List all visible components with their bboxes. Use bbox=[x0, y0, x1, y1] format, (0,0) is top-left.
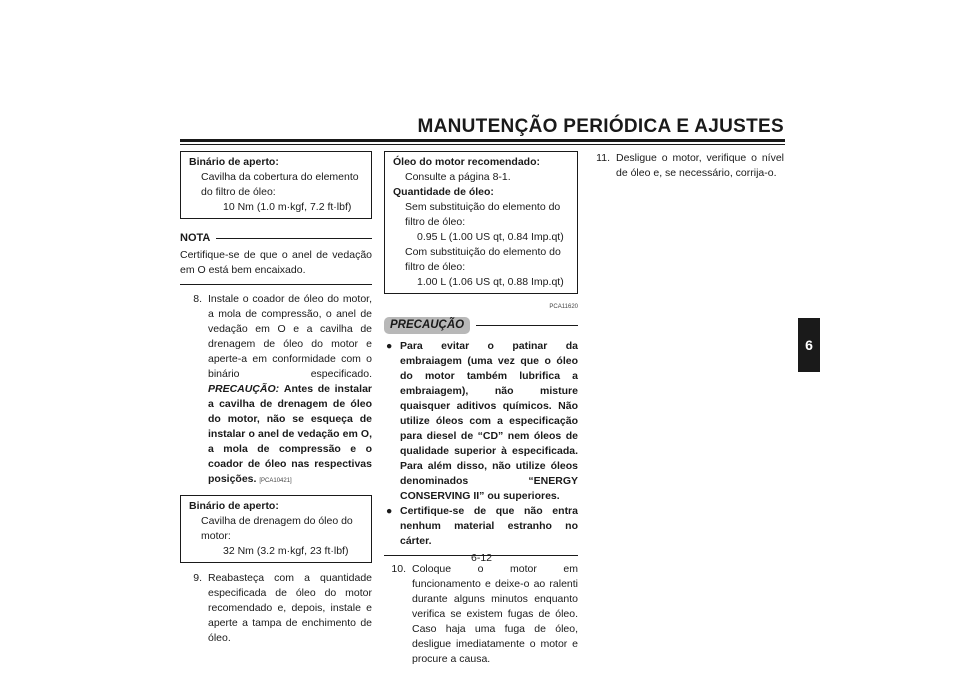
step-text: Coloque o motor em funcionamento e deixe-o ao ralenti durante alguns minutos enquanto verifica se existem fugas de óleo. Caso haja uma fuga de óleo, desligue imediatamente o motor e procure a causa. bbox=[412, 563, 578, 665]
torque-box-value: 32 Nm (3.2 m·kgf, 23 ft·lbf) bbox=[223, 545, 349, 557]
step-11 bbox=[588, 151, 784, 181]
middle-column bbox=[384, 151, 578, 667]
page-number: 6-12 bbox=[471, 552, 493, 564]
oil-spec-title: Óleo do motor recomendado: bbox=[393, 156, 541, 168]
caution-bullet-text: Para evitar o patinar da embraiagem (uma vez que o óleo do motor também lubrifica a embraiagem), não misture quaisquer aditivos químicos. Não utilize óleos com a especificação para diesel de “CD” nem óleos de qualidade superior à especificada. Para além disso, não utilize óleos denominados “ENERGY CONSERVING II” ou superiores. bbox=[400, 340, 578, 502]
chapter-tab: 6 bbox=[798, 318, 820, 372]
caution-code: PCA11620 bbox=[549, 304, 578, 310]
right-column bbox=[588, 151, 784, 181]
oil-quantity-without-label: Sem substituição do elemento do filtro de óleo: bbox=[405, 201, 561, 228]
caution-block bbox=[384, 300, 578, 556]
step-10 bbox=[384, 562, 578, 667]
caution-label: PRECAUÇÃO bbox=[384, 317, 470, 334]
step-text: Desligue o motor, verifique o nível de óleo e, se necessário, corrija-o. bbox=[616, 152, 784, 179]
caution-bullet bbox=[384, 504, 578, 549]
torque-box-oil-filter-cover bbox=[180, 151, 372, 219]
step-number: 8. bbox=[193, 293, 202, 305]
nota-section bbox=[180, 231, 372, 285]
nota-text: Certifique-se de que o anel de vedação em O está bem encaixado. bbox=[180, 249, 372, 276]
oil-spec-reference: Consulte a página 8-1. bbox=[405, 171, 511, 183]
torque-box-title: Binário de aperto: bbox=[189, 500, 279, 512]
oil-quantity-title: Quantidade de óleo: bbox=[393, 186, 494, 198]
bullet-dot-icon: ● bbox=[386, 505, 393, 517]
oil-spec-box bbox=[384, 151, 578, 294]
step-text: Reabasteça com a quantidade especificada de óleo do motor recomendado e, depois, instale e aperte a tampa de enchimento de óleo. bbox=[208, 572, 372, 644]
torque-box-value: 10 Nm (1.0 m·kgf, 7.2 ft·lbf) bbox=[223, 201, 352, 213]
nota-top-rule bbox=[216, 238, 372, 239]
torque-box-item: Cavilha de drenagem do óleo do motor: bbox=[201, 515, 353, 542]
nota-title: NOTA bbox=[180, 232, 211, 244]
header-rule-thin bbox=[180, 144, 785, 145]
reference-code: [PCA10421] bbox=[259, 478, 292, 484]
caution-inline-text: Antes de instalar a cavilha de drenagem de óleo do motor, não se esqueça de instalar o anel de vedação em O, a mola de compressão e o coador de óleo nas respectivas posições. bbox=[208, 383, 372, 485]
oil-quantity-without-value: 0.95 L (1.00 US qt, 0.84 Imp.qt) bbox=[417, 231, 564, 243]
caution-top-rule bbox=[476, 325, 578, 326]
step-8 bbox=[180, 292, 372, 489]
page-title: MANUTENÇÃO PERIÓDICA E AJUSTES bbox=[417, 116, 784, 137]
torque-box-item: Cavilha da cobertura do elemento do filtro de óleo: bbox=[201, 171, 359, 198]
step-number: 10. bbox=[391, 563, 406, 575]
bullet-dot-icon: ● bbox=[386, 340, 393, 352]
header-rule bbox=[180, 139, 785, 142]
oil-quantity-with-value: 1.00 L (1.06 US qt, 0.88 Imp.qt) bbox=[417, 276, 564, 288]
caution-bullet bbox=[384, 339, 578, 504]
step-text: Instale o coador de óleo do motor, a mola de compressão, o anel de vedação em O e a cavilha de drenagem de óleo do motor e aperte-a em conformidade com o binário especificado. bbox=[208, 293, 372, 380]
torque-box-title: Binário de aperto: bbox=[189, 156, 279, 168]
caution-inline-label: PRECAUÇÃO: bbox=[208, 383, 280, 395]
step-9 bbox=[180, 571, 372, 646]
nota-bottom-rule bbox=[180, 284, 372, 285]
step-number: 11. bbox=[596, 152, 610, 164]
step-number: 9. bbox=[193, 572, 202, 584]
oil-quantity-with-label: Com substituição do elemento do filtro de óleo: bbox=[405, 246, 561, 273]
caution-bullet-text: Certifique-se de que não entra nenhum material estranho no cárter. bbox=[400, 505, 578, 547]
torque-box-drain-bolt bbox=[180, 495, 372, 563]
left-column bbox=[180, 151, 372, 646]
